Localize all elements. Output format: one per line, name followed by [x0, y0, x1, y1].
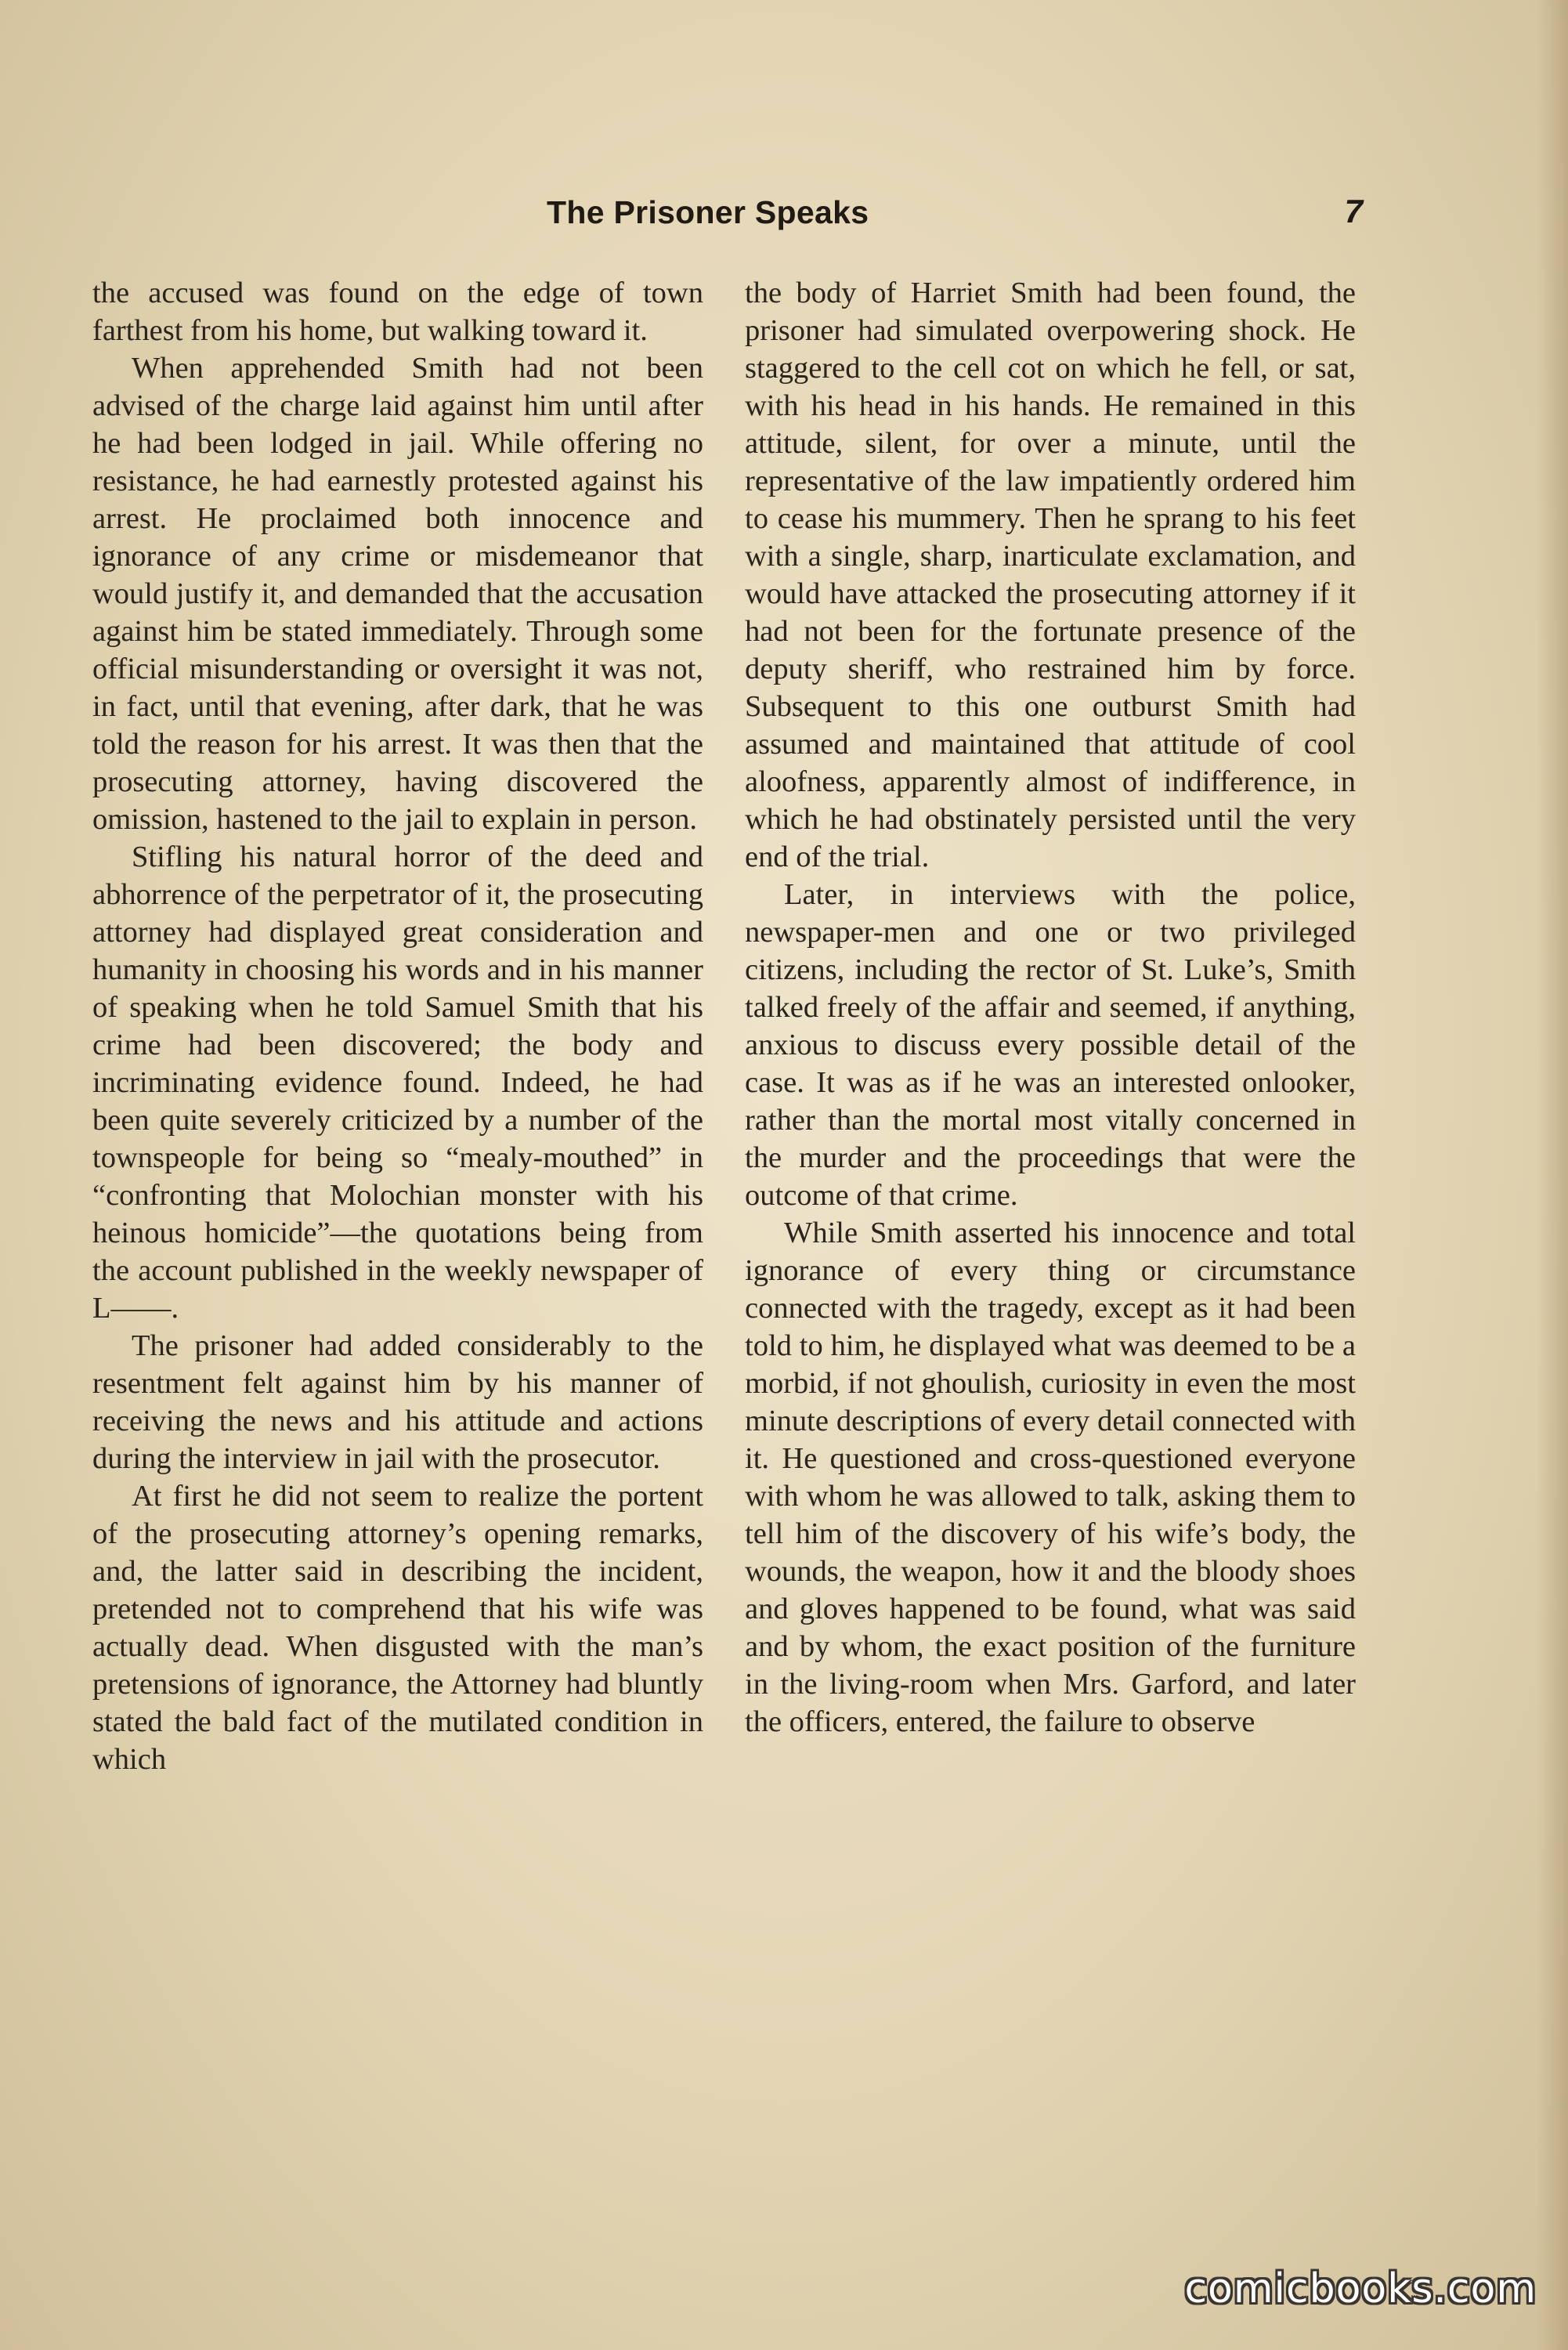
paragraph: the accused was found on the edge of town farthest from his home, but walking toward it.	[92, 277, 703, 347]
site-watermark: comicbooks.com	[1184, 2265, 1537, 2312]
paragraph: The prisoner had added considerably to the resentment felt against him by his manner of receiving the news and his attitude and actions during the interview in jail with the prosecutor.	[92, 1329, 703, 1475]
paragraph: Later, in interviews with the police, newspaper-men and one or two privileged citizens, including the rector of St. Luke’s, Smith talked freely of the affair and seemed, if anything, anxious to discuss every possible detail of the case. It was as if he was an interested onlooker, rather than the mortal most vitally concerned in the murder and the proceedings that were the outcome of that crime.	[745, 878, 1356, 1212]
running-title: The Prisoner Speaks	[547, 194, 869, 230]
left-column	[92, 274, 703, 1778]
paragraph: When apprehended Smith had not been advised of the charge laid against him until after he had been lodged in jail. While offering no resistance, he had earnestly protested against his arrest. He proclaimed both innocence and ignorance of any crime or misdemeanor that would justify it, and demanded that the accusation against him be stated immediately. Through some official misunderstanding or oversight it was not, in fact, until that evening, after dark, that he was told the reason for his arrest. It was then that the prosecuting attorney, having discovered the omission, hastened to the jail to explain in person.	[92, 352, 703, 836]
paragraph: At first he did not seem to realize the portent of the prosecuting attorney’s opening remarks, and, the latter said in describing the incident, pretended not to comprehend that his wife was actually dead. When disgusted with the man’s pretensions of ignorance, the Attorney had bluntly stated the bald fact of the mutilated condition in which	[92, 1480, 703, 1776]
right-column	[745, 274, 1356, 1741]
paragraph: While Smith asserted his innocence and total ignorance of every thing or circumstance connected with the tragedy, except as it had been told to him, he displayed what was deemed to be a morbid, if not ghoulish, curiosity in even the most minute descriptions of every detail connected with it. He questioned and cross-questioned everyone with whom he was allowed to talk, asking them to tell him of the discovery of his wife’s body, the wounds, the weapon, how it and the bloody shoes and gloves happened to be found, what was said and by whom, the exact position of the furniture in the living-room when Mrs. Garford, and later the officers, entered, the failure to observe	[745, 1217, 1356, 1738]
page-number: 7	[1344, 193, 1363, 230]
page-edge-shadow	[1537, 0, 1568, 2350]
page-header	[92, 194, 1361, 241]
paragraph: the body of Harriet Smith had been found, the prisoner had simulated overpowering shock. He staggered to the cell cot on which he fell, or sat, with his head in his hands. He remained in this attitude, silent, for over a minute, until the representative of the law impatiently ordered him to cease his mummery. Then he sprang to his feet with a single, sharp, inarticulate exclamation, and would have attacked the prosecuting attorney if it had not been for the fortunate presence of the deputy sheriff, who restrained him by force. Subsequent to this one outburst Smith had assumed and maintained that attitude of cool aloofness, apparently almost of indifference, in which he had obstinately persisted until the very end of the trial.	[745, 277, 1356, 873]
paragraph: Stifling his natural horror of the deed and abhorrence of the perpetrator of it, the prosecuting attorney had displayed great consideration and humanity in choosing his words and in his manner of speaking when he told Samuel Smith that his crime had been discovered; the body and incriminating evidence found. Indeed, he had been quite severely criticized by a number of the townspeople for being so “mealy-mouthed” in “confronting that Molochian monster with his heinous homicide”—the quotations being from the account published in the weekly newspaper of L——.	[92, 841, 703, 1325]
